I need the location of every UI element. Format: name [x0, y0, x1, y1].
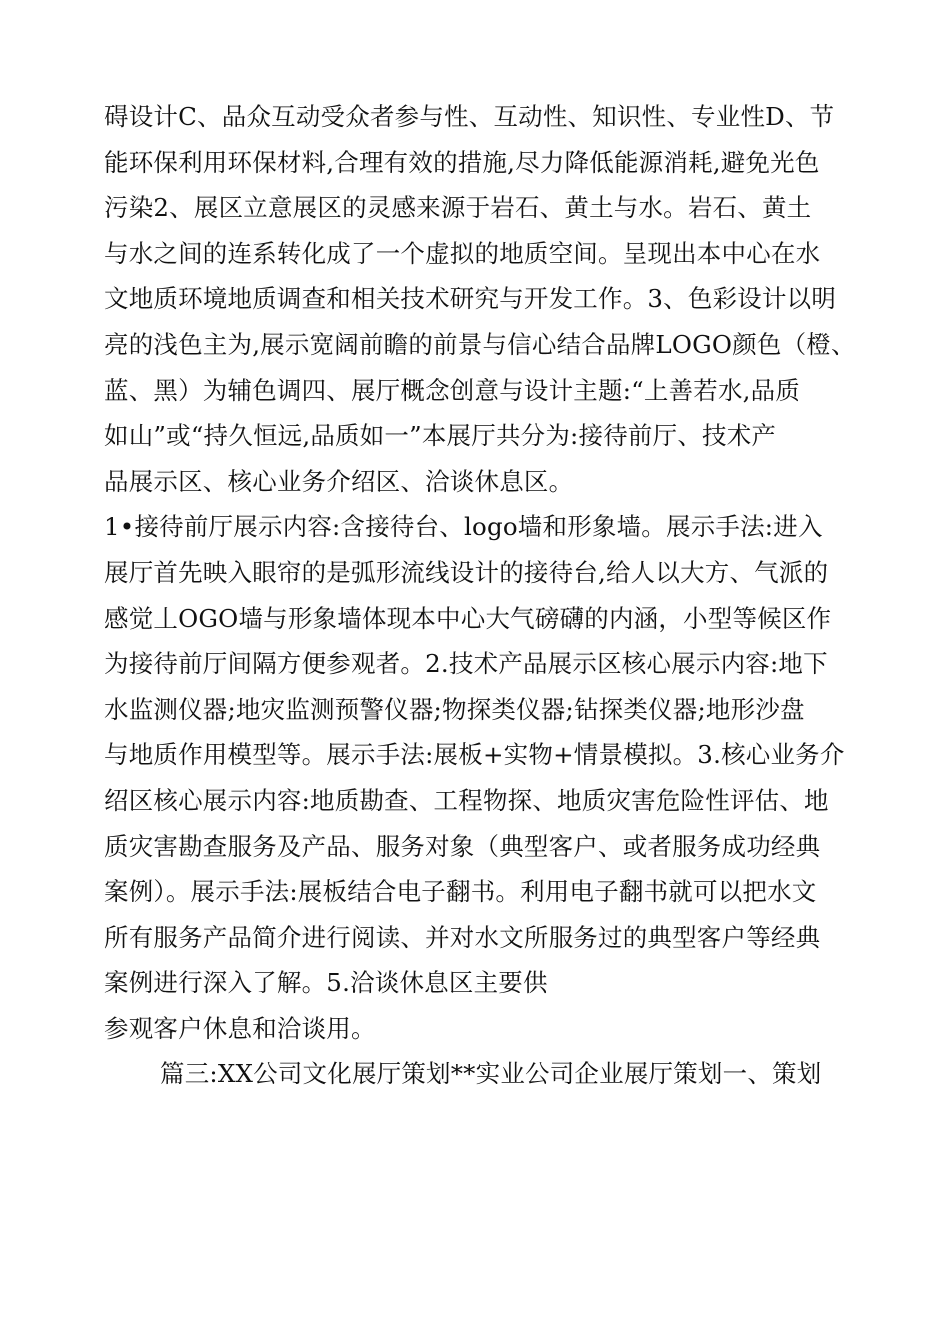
text-line: 所有服务产品简介进行阅读、并对水文所服务过的典型客户等经典 — [104, 922, 821, 952]
text-line: 绍区核心展示内容:地质勘查、工程物探、地质灾害危险性评估、地 — [104, 785, 829, 815]
text-line: 质灾害勘查服务及产品、服务对象（典型客户、或者服务成功经典 — [104, 831, 821, 861]
text-line: 展厅首先映入眼帘的是弧形流线设计的接待台,给人以大方、气派的 — [104, 557, 829, 587]
text-line: 参观客户休息和洽谈用。 — [104, 1013, 376, 1043]
text-line: 碍设计C、品众互动受众者参与性、互动性、知识性、专业性D、节 — [104, 102, 835, 131]
text-line: 蓝、黑）为辅色调四、展厅概念创意与设计主题:“上善若水,品质 — [104, 375, 801, 405]
text-line: 品展示区、核心业务介绍区、洽谈休息区。 — [104, 466, 574, 496]
text-line: 为接待前厅间隔方便参观者。2.技术产品展示区核心展示内容:地下 — [104, 649, 828, 679]
text-line: 水监测仪器;地灾监测预警仪器;物探类仪器;钻探类仪器;地形沙盘 — [104, 694, 805, 724]
text-line: 能环保利用环保材料,合理有效的措施,尽力降低能源消耗,避免光色 — [104, 147, 820, 177]
text-line: 污染2、展区立意展区的灵感来源于岩石、黄土与水。岩石、黄土 — [104, 193, 812, 223]
text-line: 与水之间的连系转化成了一个虚拟的地质空间。呈现出本中心在水 — [104, 238, 821, 268]
body-text — [104, 94, 864, 1097]
text-line: 如山”或“持久恒远,品质如一”本展厅共分为:接待前厅、技术产 — [104, 421, 777, 451]
text-line: 案例进行深入了解。5.洽谈休息区主要供 — [104, 968, 548, 998]
text-line: 与地质作用模型等。展示手法:展板+实物+情景模拟。3.核心业务介 — [104, 740, 845, 770]
text-line: 案例）。展示手法:展板结合电子翻书。利用电子翻书就可以把水文 — [104, 877, 817, 907]
text-line: 感觉丄OGO墙与形象墙体现本中心大气磅礴的内涵，小型等候区作 — [104, 603, 832, 633]
text-line: 亮的浅色主为,展示宽阔前瞻的前景与信心结合品牌LOGO颜色（橙、 — [104, 329, 856, 359]
section-heading-line: 篇三:XX公司文化展厅策划**实业公司企业展厅策划一、策划 — [160, 1059, 822, 1089]
text-line: 1•接待前厅展示内容:含接待台、logo墙和形象墙。展示手法:进入 — [104, 512, 823, 542]
text-line: 文地质环境地质调查和相关技术研究与开发工作。3、色彩设计以明 — [104, 284, 837, 314]
